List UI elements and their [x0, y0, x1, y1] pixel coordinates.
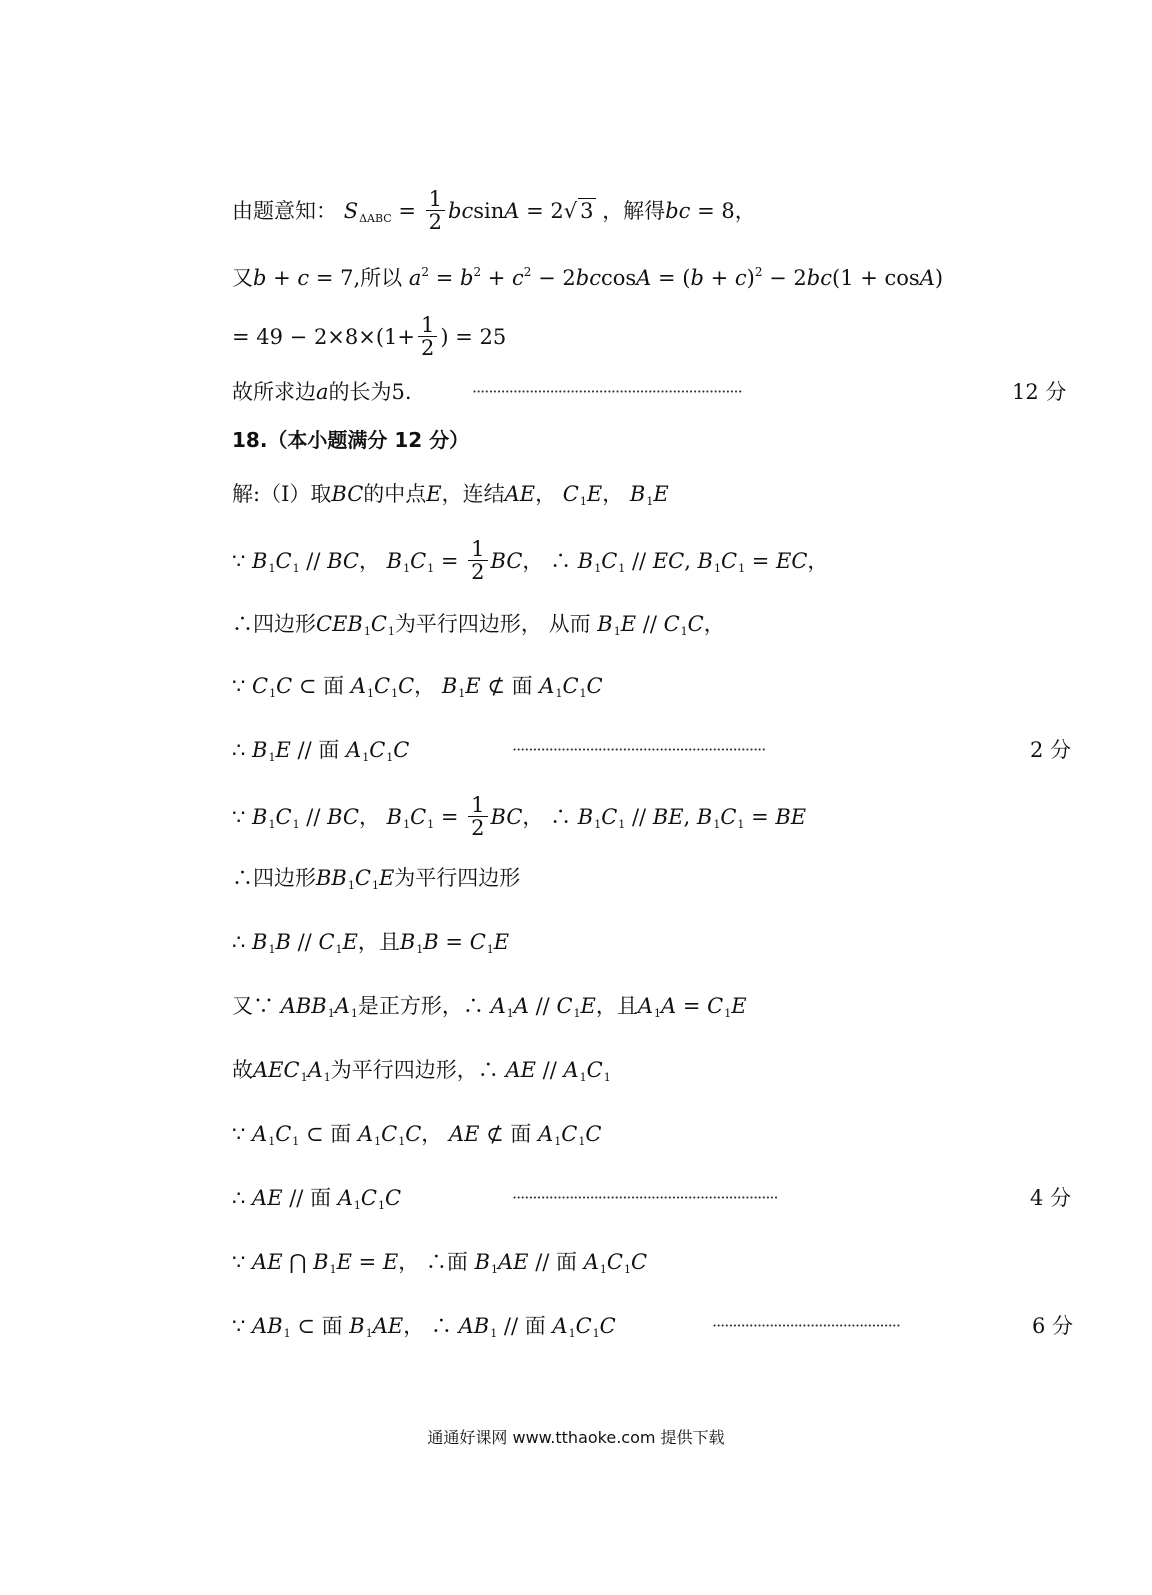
solution-line-14: 又∵ $ABB_1A_1$是正方形，∴ $A_1A // C_1E$，且$A_1A = C_1E$	[232, 994, 747, 1020]
solution-line-12: ∴四边形$BB_1C_1E$为平行四边形	[232, 866, 521, 892]
problem-heading: 18.（本小题满分 12 分）	[232, 428, 470, 452]
solution-line-15: 故$AEC_1A_1$为平行四边形，∴ AE // $A_1C_1$	[232, 1058, 611, 1084]
solution-line-17: ∴ AE // 面 $A_1C_1C$ ································································· 4 分	[0, 1178, 1152, 1218]
solution-line-8: ∴四边形$CEB_1C_1$为平行四边形， 从而 $B_1E // C_1C$，	[232, 612, 725, 638]
score-leader-dots: ··············································	[712, 1316, 900, 1335]
score-points: 2 分	[1030, 738, 1072, 762]
solution-line-2: 又b + c = 7,所以 $a^2 = b^2 + c^2 - 2bccosA = (b + c)^2 - 2bc(1 + \cos A)$	[232, 265, 944, 290]
solution-line-7: ∵ $B_1C_1$ // BC， $B_1C_1$ = $\frac{1}{2}$ BC， ∴ $B_1C_1$ // EC, $B_1C_1$ = EC，	[232, 537, 829, 584]
solution-line-10: ∴ $B_1E$ // 面 $A_1C_1C$ ······························································ 2 分	[0, 730, 1152, 770]
solution-line-1: 由题意知： $S_{\Delta ABC}$ = $\frac{1}{2}$ bcsinA = 2√ 3 ，解得bc = 8，	[232, 187, 756, 234]
solution-line-4: 故所求边a的长为5. ·································································· 12 分	[0, 372, 1152, 412]
score-points: 12 分	[1012, 380, 1067, 404]
score-points: 6 分	[1032, 1314, 1074, 1338]
score-leader-dots: ······························································	[512, 740, 766, 759]
score-leader-dots: ·································································	[512, 1188, 778, 1207]
solution-line-19: ∵ $AB_1$ ⊂ 面 $B_1AE$， ∴ $AB_1$ // 面 $A_1C_1C$ ·············································· 6 分	[0, 1306, 1152, 1346]
score-leader-dots: ··································································	[472, 382, 742, 401]
solution-line-16: ∵ $A_1C_1$ ⊂ 面 $A_1C_1C$， AE ⊄ 面 $A_1C_1C$	[232, 1122, 602, 1148]
solution-line-9: ∵ $C_1C$ ⊂ 面 $A_1C_1C$， $B_1E$ ⊄ 面 $A_1C_1C$	[232, 674, 603, 700]
score-points: 4 分	[1030, 1186, 1072, 1210]
solution-line-18: ∵ AE ⋂ $B_1E = E$， ∴面 $B_1AE$ // 面 $A_1C_1C$	[232, 1250, 648, 1276]
solution-line-6: 解:（Ⅰ）取BC的中点E，连结AE， $C_1E$， $B_1E$	[232, 482, 669, 508]
page-footer: 通通好课网 www.tthaoke.com 提供下载	[427, 1428, 725, 1447]
solution-line-11: ∵ $B_1C_1$ // BC， $B_1C_1$ = $\frac{1}{2}$ BC， ∴ $B_1C_1$ // BE, $B_1C_1$ = BE	[232, 793, 807, 840]
solution-line-3: = 49 − 2×8×(1+ $\frac{1}{2}$ ) = 25	[232, 313, 507, 360]
solution-line-13: ∴ $B_1B // C_1E$，且$B_1B = C_1E$	[232, 930, 510, 956]
